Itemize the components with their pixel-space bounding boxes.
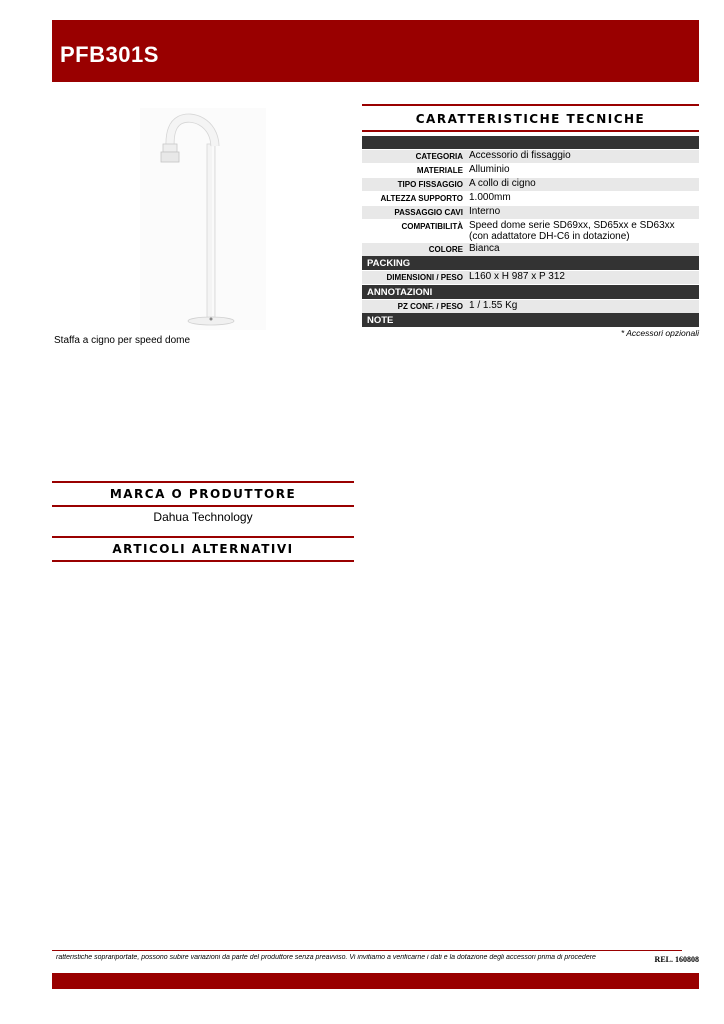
spec-key: PZ CONF. / PESO [397,302,463,311]
spec-value: Interno [469,206,501,217]
note-text: * Accessori opzionali [620,328,699,338]
gooseneck-bracket-image [140,108,266,330]
specs-title: CARATTERISTICHE TECNICHE [415,112,646,126]
spec-key: TIPO FISSAGGIO [397,180,463,189]
spec-row [362,178,699,191]
brand-title: MARCA O PRODUTTORE [109,487,297,501]
specs-header-bar [362,136,699,149]
spec-row [362,220,699,242]
specs-bottom-rule [362,130,699,132]
spec-key: DIMENSIONI / PESO [386,273,463,282]
spec-value: Accessorio di fissaggio [469,150,571,161]
spec-value: 1 / 1.55 Kg [469,300,518,311]
brand-bottom-rule [52,505,354,507]
alternatives-bottom-rule [52,560,354,562]
spec-value: L160 x H 987 x P 312 [469,271,565,282]
annotazioni-table [362,300,699,314]
alternatives-top-rule [52,536,354,538]
spec-row [362,164,699,177]
specs-table [362,150,699,257]
release-code: REL. 160808 [654,955,699,964]
spec-row [362,243,699,256]
spec-row [362,150,699,163]
spec-value: 1.000mm [469,192,511,203]
spec-key: COLORE [428,245,463,254]
annotazioni-header: ANNOTAZIONI [362,285,699,299]
footer-disclaimer: ratteristiche soprariportate, possono subire variazioni da parte del produttore senza preavviso. Vi invitiamo a verificarne i dati e la dotazione degli accessori prima di procedere [56,954,596,961]
spec-key: PASSAGGIO CAVI [394,208,463,217]
brand-value: Dahua Technology [153,510,253,524]
packing-table [362,271,699,285]
spec-row [362,206,699,219]
header-bar [52,20,699,82]
spec-key: MATERIALE [416,166,463,175]
brand-top-rule [52,481,354,483]
spec-row [362,271,699,284]
specs-top-rule [362,104,699,106]
spec-row [362,192,699,205]
page-title: PFB301S [60,42,159,67]
spec-value: Speed dome serie SD69xx, SD65xx e SD63xx (con adattatore DH-C6 in dotazione) [469,220,675,242]
spec-value: Alluminio [469,164,510,175]
spec-value: A collo di cigno [469,178,536,189]
footer-rule [52,950,682,951]
spec-key: ALTEZZA SUPPORTO [380,194,463,203]
spec-key: COMPATIBILITÀ [401,222,463,231]
product-caption: Staffa a cigno per speed dome [54,335,191,346]
packing-header: PACKING [362,256,699,270]
spec-row [362,300,699,313]
footer-bar [52,973,699,989]
spec-key: CATEGORIA [415,152,463,161]
spec-value: Bianca [469,243,500,254]
alternatives-title: ARTICOLI ALTERNATIVI [112,542,294,556]
note-header: NOTE [362,313,699,327]
